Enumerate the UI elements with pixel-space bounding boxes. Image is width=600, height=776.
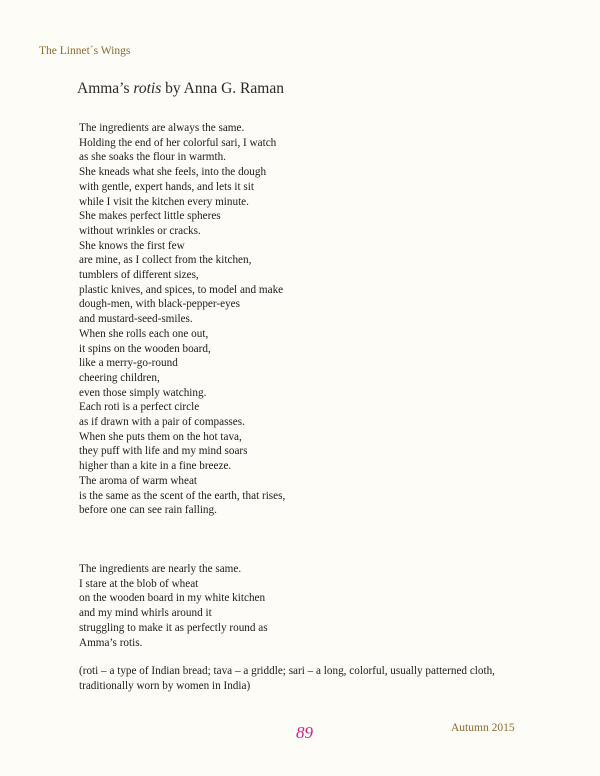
poem-line: When she puts them on the hot tava, xyxy=(79,430,242,443)
poem-line: The aroma of warm wheat xyxy=(79,474,198,487)
issue-season: Autumn 2015 xyxy=(451,722,515,734)
poem-line: higher than a kite in a fine breeze. xyxy=(79,460,232,473)
glossary-note: (roti – a type of Indian bread; tava – a griddle; sari – a long, colorful, usually patterned cloth, traditionally worn by women in India) xyxy=(79,665,495,692)
poem-line: tumblers of different sizes, xyxy=(79,269,199,282)
poem-line: She kneads what she feels, into the dough xyxy=(79,166,267,179)
poem-line: She makes perfect little spheres xyxy=(79,210,221,223)
poem-line: as if drawn with a pair of compasses. xyxy=(79,416,245,429)
poem-title xyxy=(77,80,284,98)
poem-line: struggling to make it as perfectly round as xyxy=(79,621,268,634)
poem-line: When she rolls each one out, xyxy=(79,327,209,340)
poem-line: plastic knives, and spices, to model and make xyxy=(79,283,284,296)
title-italic-word: rotis xyxy=(133,80,162,97)
poem-line: as she soaks the flour in warmth. xyxy=(79,151,226,164)
poem-line: with gentle, expert hands, and lets it sit xyxy=(79,180,254,193)
poem-line: The ingredients are nearly the same. xyxy=(79,563,242,575)
poem-line: like a merry-go-round xyxy=(79,357,178,370)
poem-line: is the same as the scent of the earth, that rises, xyxy=(79,489,286,502)
poem-line: while I visit the kitchen every minute. xyxy=(79,195,249,208)
poem-line: Amma’s rotis. xyxy=(79,636,143,649)
poem-line: without wrinkles or cracks. xyxy=(79,224,201,237)
poem-line: they puff with life and my mind soars xyxy=(79,445,248,458)
poem-line: and my mind whirls around it xyxy=(79,607,212,620)
poem-line: on the wooden board in my white kitchen xyxy=(79,592,266,605)
poem-line: are mine, as I collect from the kitchen, xyxy=(79,254,252,267)
poem-line: I stare at the blob of wheat xyxy=(79,577,199,590)
poem-stanza-1 xyxy=(79,121,285,518)
poem-line: She knows the first few xyxy=(79,239,185,252)
poem-line: and mustard-seed-smiles. xyxy=(79,313,193,326)
title-suffix: by Anna G. Raman xyxy=(161,80,284,97)
journal-name: The Linnet´s Wings xyxy=(39,45,131,57)
poem-line: cheering children, xyxy=(79,371,160,384)
poem-line: dough-men, with black-pepper-eyes xyxy=(79,298,241,311)
poem-line: The ingredients are always the same. xyxy=(79,122,245,134)
poem-stanza-2 xyxy=(79,562,268,650)
poem-line: it spins on the wooden board, xyxy=(79,342,211,355)
poem-line: even those simply watching. xyxy=(79,386,207,399)
poem-line: Each roti is a perfect circle xyxy=(79,401,200,414)
poem-line: Holding the end of her colorful sari, I watch xyxy=(79,136,277,149)
page-number: 89 xyxy=(296,723,313,742)
poem-line: before one can see rain falling. xyxy=(79,504,217,517)
title-prefix: Amma’s xyxy=(77,80,134,97)
